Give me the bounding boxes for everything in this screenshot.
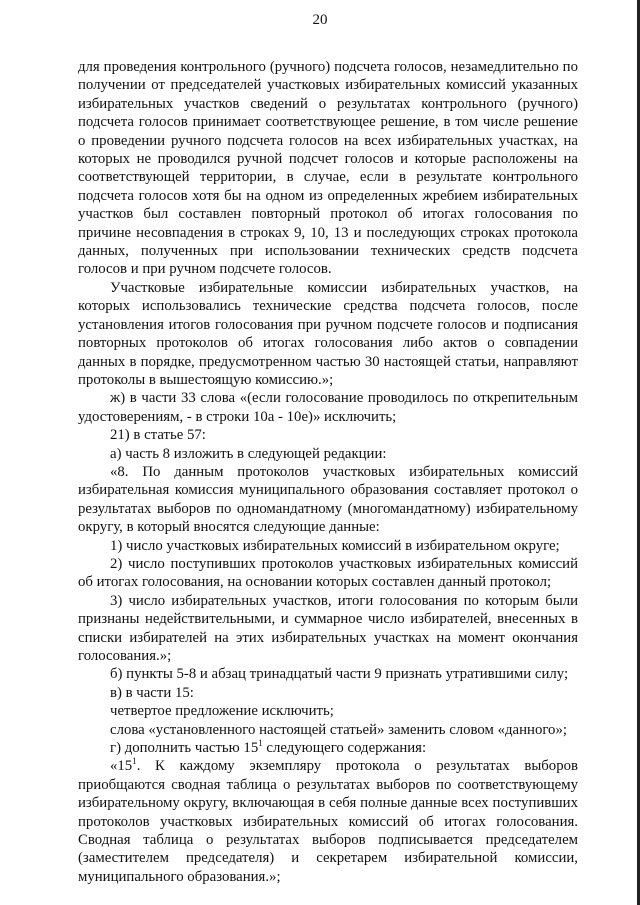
paragraph-text: «15 xyxy=(110,758,133,775)
paragraph: слова «установленного настоящей статьей» заменить словом «данного»; xyxy=(110,721,567,738)
page-number: 20 xyxy=(312,12,328,28)
paragraph-text: . К каждому экземпляру протокола о результатах выборов приобщаются сводная таблица о результатах выборов по соответствующему избирательному округу, включающая в себя полные данные всех поступивших протоколов участковых избирательных комиссий об итогах голосования. Сводная таблица о результатах выборов подписывается председателем (заместителем председателя) и секретарем избирательной комиссии, муниципального образования.»; xyxy=(78,758,578,885)
paragraph: 2) число поступивших протоколов участковых избирательных комиссий об итогах голосования, на основании которых составлен данный протокол; xyxy=(78,555,578,591)
paragraph: Участковые избирательные комиссии избирательных участков, на которых использовались технические средства подсчета голосов, после установления итогов голосования при ручном подсчете голосов и подписания повторных протоколов об итогах голосования либо актов о совпадении данных в порядке, предусмотренном частью 30 настоящей статьи, направляют протоколы в вышестоящую комиссию.»; xyxy=(78,279,578,388)
paragraph xyxy=(78,757,578,886)
document-body xyxy=(78,58,578,886)
paragraph-text: г) дополнить частью 15 xyxy=(110,740,259,757)
paragraph: для проведения контрольного (ручного) подсчета голосов, незамедлительно по получении от председателей участковых избирательных комиссий указанных избирательных участков сведений о результатах контрольного (ручного) подсчета голосов принимает соответствующее решение, в том числе решение о проведении ручного подсчета голосов на всех избирательных участках, на которых не проводился ручной подсчет голосов и которые расположены на соответствующей территории, в случае, если в результате контрольного подсчета голосов хотя бы на одном из определенных жребием избирательных участков был составлен повторный протокол об итогах голосования по причине несовпадения в строках 9, 10, 13 и последующих строках протокола данных, полученных при использовании технических средств подсчета голосов и при ручном подсчете голосов. xyxy=(78,59,578,278)
paragraph: а) часть 8 изложить в следующей редакции: xyxy=(110,445,387,462)
paragraph-text: следующего содержания: xyxy=(262,740,427,757)
paragraph: б) пункты 5-8 и абзац тринадцатый части 9 признать утратившими силу; xyxy=(110,666,569,683)
paragraph: ж) в части 33 слова «(если голосование проводилось по открепительным удостоверениям, - в строки 10а - 10е)» исключить; xyxy=(78,390,578,425)
paragraph: четвертое предложение исключить; xyxy=(110,703,334,720)
superscript: 1 xyxy=(132,756,137,767)
paragraph xyxy=(78,739,578,757)
paragraph: 3) число избирательных участков, итоги голосования по которым были признаны недействительными, и суммарное число избирателей, внесенных в списки избирателей на этих избирательных участках на момент окончания голосования.»; xyxy=(78,592,578,664)
paragraph: 21) в статье 57: xyxy=(110,427,206,444)
superscript: 1 xyxy=(258,738,263,749)
paragraph: 1) число участковых избирательных комиссий в избирательном округе; xyxy=(110,537,560,554)
paragraph: «8. По данным протоколов участковых избирательных комиссий избирательная комиссия муниципального образования составляет протокол о результатах выборов по одномандатному (многомандатному) избирательному округу, в который вносятся следующие данные: xyxy=(78,463,578,536)
paragraph: в) в части 15: xyxy=(110,684,194,701)
